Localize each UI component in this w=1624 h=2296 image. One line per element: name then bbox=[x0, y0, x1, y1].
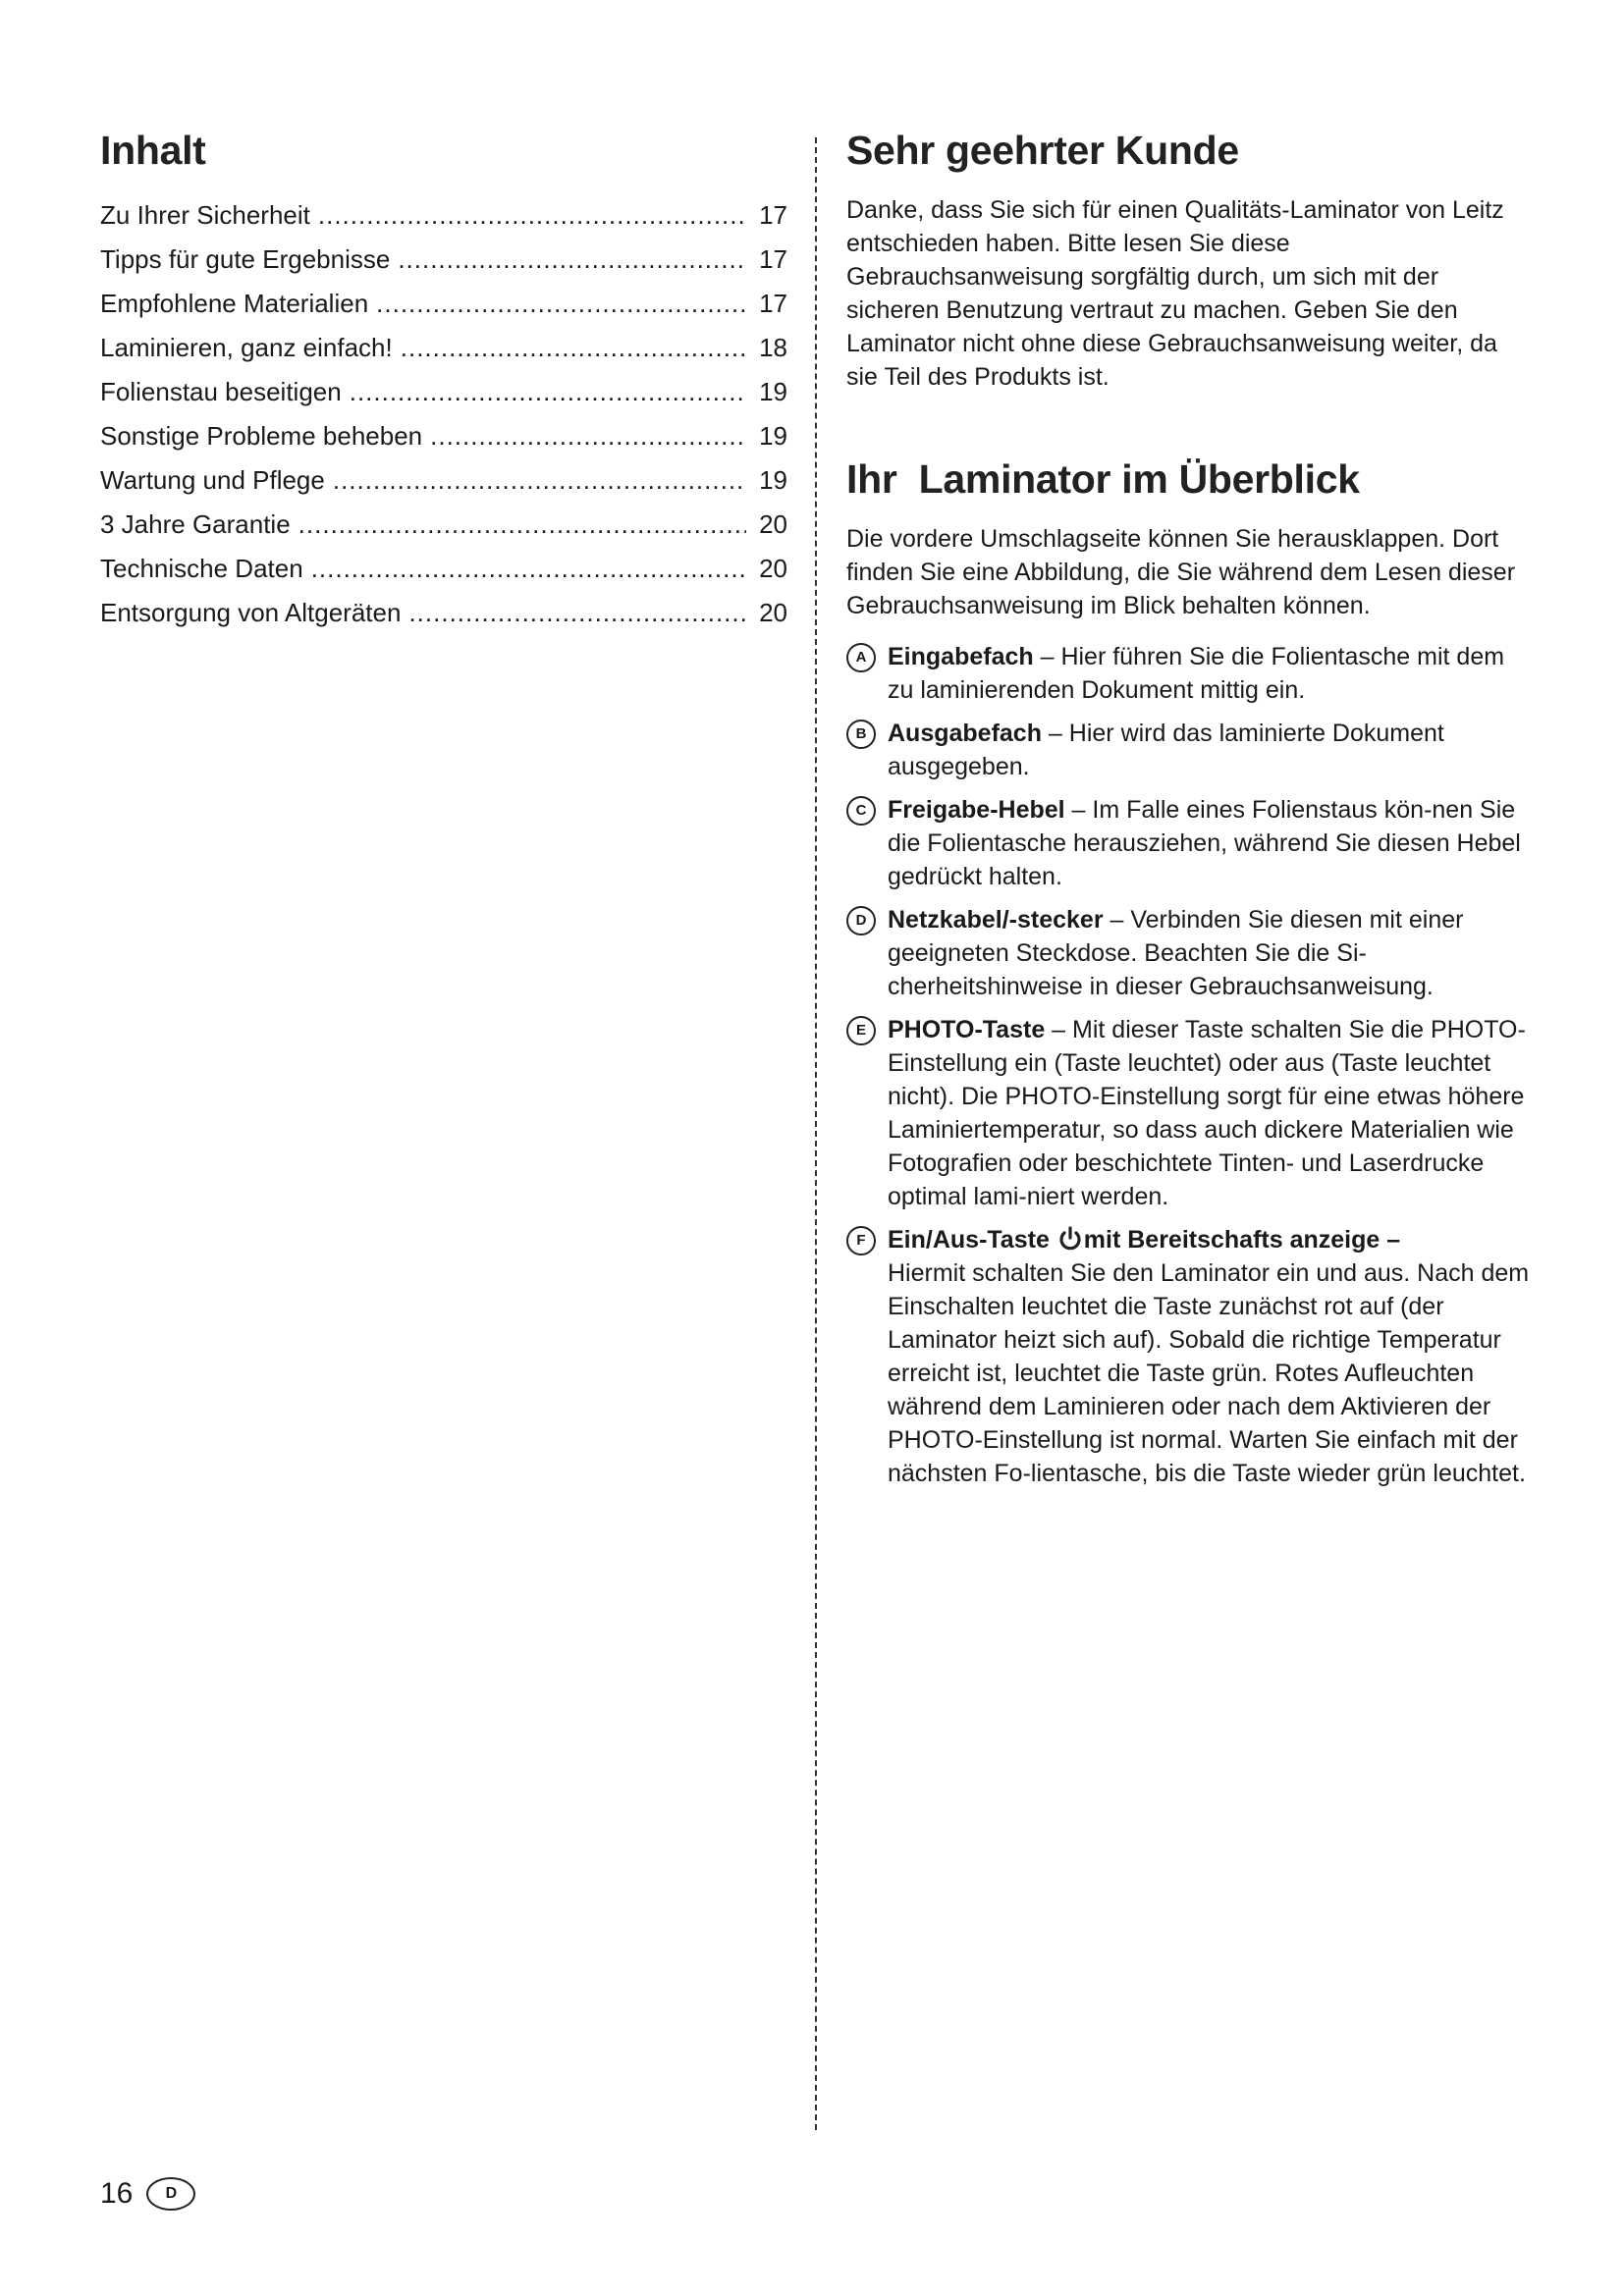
component-list bbox=[846, 640, 1534, 1490]
toc-entry-page: 20 bbox=[759, 554, 787, 583]
toc-entry[interactable] bbox=[100, 238, 787, 282]
toc-list bbox=[100, 193, 787, 635]
toc-leader bbox=[350, 370, 746, 414]
toc-entry-title: Entsorgung von Altgeräten bbox=[100, 598, 402, 627]
intro-text: Danke, dass Sie sich für einen Qualitäts-Laminator von Leitz entschieden haben. Bitte lesen Sie diese Gebrauchsanweisung sorgfältig durch, um sich mit der sicheren Benutzung vertraut zu machen. Geben Sie den Laminator nicht ohne diese Gebrauchsanweisung weiter, da sie Teil des Produkts ist. bbox=[846, 196, 1504, 391]
toc-leader bbox=[376, 282, 746, 326]
toc-entry-page: 17 bbox=[759, 200, 787, 230]
letter-badge: D bbox=[846, 906, 876, 935]
language-badge: D bbox=[146, 2177, 195, 2211]
toc-entry-title: Zu Ihrer Sicherheit bbox=[100, 200, 310, 230]
component-term: Ein/Aus-Taste bbox=[888, 1226, 1056, 1254]
toc-leader bbox=[398, 238, 746, 282]
letter-badge: F bbox=[846, 1226, 876, 1255]
component-item bbox=[846, 1223, 1534, 1490]
component-desc: – Hier wird das laminierte Dokument ausgegeben. bbox=[888, 720, 1444, 780]
toc-entry[interactable] bbox=[100, 458, 787, 503]
letter-badge: C bbox=[846, 796, 876, 826]
letter-badge: A bbox=[846, 643, 876, 672]
toc-entry-title: Empfohlene Materialien bbox=[100, 289, 369, 318]
component-desc: Hiermit schalten Sie den Laminator ein und aus. Nach dem Einschalten leuchtet die Taste zunächst rot auf (der Laminator heizt sich auf). Sobald die richtige Temperatur erreicht ist, leuchtet die Taste grün. Rotes Aufleuchten während dem Laminieren oder nach dem Aktivieren der PHOTO-Einstellung ist normal. Warten Sie einfach mit der nächsten Fo-lientasche, bis die Taste wieder grün leuchtet. bbox=[888, 1259, 1530, 1487]
toc-entry-page: 20 bbox=[759, 598, 787, 627]
toc-leader bbox=[318, 193, 746, 238]
intro-heading: Sehr geehrter Kunde bbox=[846, 128, 1239, 173]
toc-leader bbox=[430, 414, 746, 458]
component-term: Netzkabel/-stecker bbox=[888, 906, 1104, 934]
toc-entry-page: 19 bbox=[759, 421, 787, 451]
component-item bbox=[846, 640, 1534, 707]
toc-entry-title: Laminieren, ganz einfach! bbox=[100, 333, 393, 362]
toc-entry-title: Wartung und Pflege bbox=[100, 465, 325, 495]
component-desc: – Hier führen Sie die Folientasche mit dem zu laminierenden Dokument mittig ein. bbox=[888, 643, 1505, 704]
toc-heading: Inhalt bbox=[100, 128, 206, 173]
page-footer bbox=[100, 2177, 195, 2211]
toc-entry[interactable] bbox=[100, 370, 787, 414]
toc-entry[interactable] bbox=[100, 591, 787, 635]
toc-entry-page: 17 bbox=[759, 244, 787, 274]
toc-entry-page: 17 bbox=[759, 289, 787, 318]
toc-entry-page: 18 bbox=[759, 333, 787, 362]
toc-entry[interactable] bbox=[100, 414, 787, 458]
component-item bbox=[846, 717, 1534, 783]
toc-leader bbox=[408, 591, 746, 635]
letter-badge: E bbox=[846, 1016, 876, 1045]
toc-leader bbox=[311, 547, 746, 591]
component-term: Eingabefach bbox=[888, 643, 1034, 670]
toc-entry[interactable] bbox=[100, 282, 787, 326]
component-desc: – Mit dieser Taste schalten Sie die PHOTO-Einstellung ein (Taste leuchtet) oder aus (Taste leuchtet nicht). Die PHOTO-Einstellung sorgt für eine etwas höhere Laminiertemperatur, so dass auch dickere Materialien wie Fotografien oder beschichtete Tinten- und Laserdrucke optimal lami-niert werden. bbox=[888, 1016, 1526, 1210]
overview-text: Die vordere Umschlagseite können Sie herausklappen. Dort finden Sie eine Abbildung, die Sie während dem Lesen dieser Gebrauchsanweisung im Blick behalten können. bbox=[846, 525, 1516, 619]
toc-entry[interactable] bbox=[100, 503, 787, 547]
toc-leader bbox=[333, 458, 746, 503]
toc-entry-page: 19 bbox=[759, 465, 787, 495]
toc-column bbox=[100, 128, 787, 635]
component-desc: – Im Falle eines Folienstaus kön-nen Sie die Folientasche herausziehen, während Sie diesen Hebel gedrückt halten. bbox=[888, 796, 1521, 890]
component-item bbox=[846, 793, 1534, 893]
content-column bbox=[846, 128, 1534, 1500]
toc-entry-title: Tipps für gute Ergebnisse bbox=[100, 244, 391, 274]
letter-badge: B bbox=[846, 720, 876, 749]
component-term: PHOTO-Taste bbox=[888, 1016, 1046, 1043]
toc-entry-title: Folienstau beseitigen bbox=[100, 377, 342, 406]
toc-entry-page: 20 bbox=[759, 509, 787, 539]
toc-entry-title: Sonstige Probleme beheben bbox=[100, 421, 423, 451]
overview-section bbox=[846, 456, 1534, 1490]
overview-heading: Ihr Laminator im Überblick bbox=[846, 456, 1360, 502]
toc-entry[interactable] bbox=[100, 326, 787, 370]
component-term: Ausgabefach bbox=[888, 720, 1042, 747]
component-item bbox=[846, 903, 1534, 1003]
component-desc: – Verbinden Sie diesen mit einer geeigneten Steckdose. Beachten Sie die Si-cherheitshinweise in dieser Gebrauchsanweisung. bbox=[888, 906, 1464, 1000]
toc-entry-title: 3 Jahre Garantie bbox=[100, 509, 291, 539]
toc-leader bbox=[298, 503, 746, 547]
toc-entry[interactable] bbox=[100, 547, 787, 591]
toc-entry[interactable] bbox=[100, 193, 787, 238]
page-number: 16 bbox=[100, 2177, 134, 2210]
component-term-cont: mit Bereitschafts anzeige – bbox=[1083, 1226, 1401, 1254]
power-icon bbox=[1058, 1226, 1082, 1252]
toc-entry-page: 19 bbox=[759, 377, 787, 406]
toc-entry-title: Technische Daten bbox=[100, 554, 303, 583]
column-divider bbox=[815, 137, 817, 2130]
toc-leader bbox=[401, 326, 746, 370]
component-item bbox=[846, 1013, 1534, 1213]
component-term: Freigabe-Hebel bbox=[888, 796, 1065, 824]
